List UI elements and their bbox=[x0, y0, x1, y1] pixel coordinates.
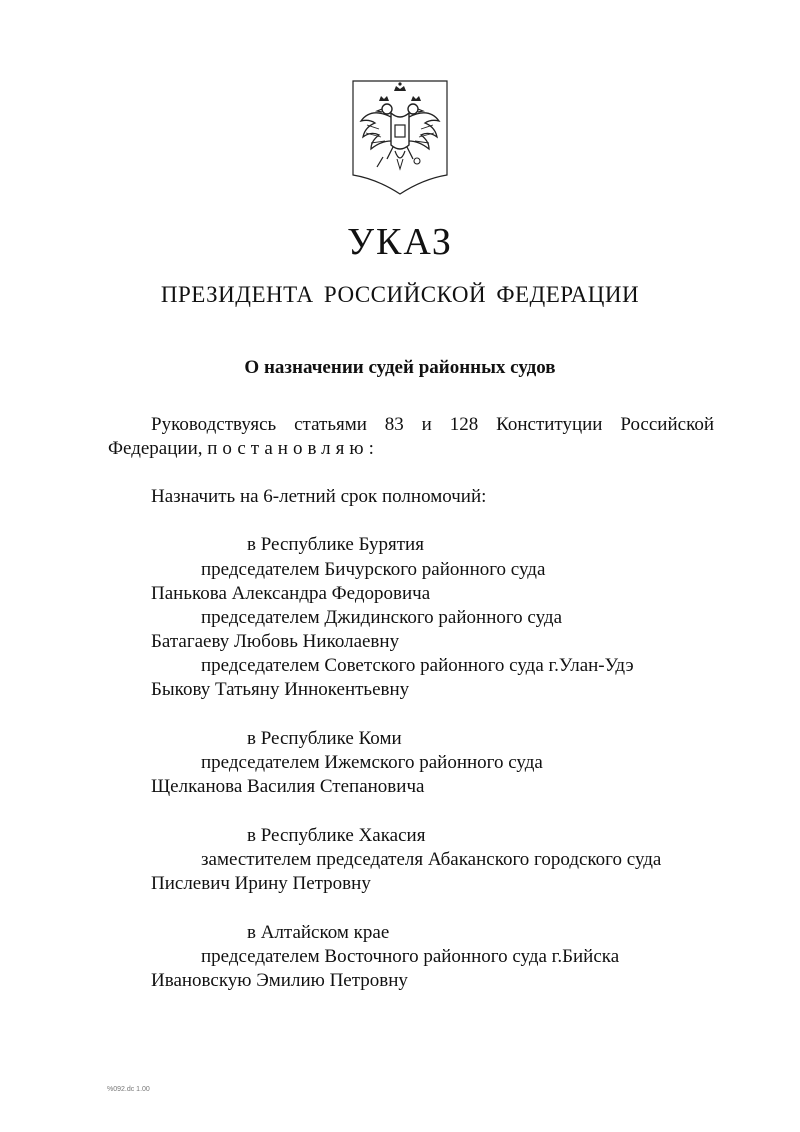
preamble-decree-word: постановляю: bbox=[207, 438, 379, 459]
document-code: %092.dc 1.00 bbox=[107, 1086, 150, 1093]
appointee-name: Щелканова Василия Степановича bbox=[151, 776, 425, 797]
region-heading: в Республике Хакасия bbox=[247, 825, 426, 846]
decree-heading: О назначении судей районных судов bbox=[244, 357, 556, 378]
appointment-position: председателем Советского районного суда г.Улан-Удэ bbox=[201, 655, 634, 676]
appointment-position: заместителем председателя Абаканского городского суда bbox=[201, 849, 662, 870]
state-emblem bbox=[351, 79, 449, 195]
appointment-position: председателем Ижемского районного суда bbox=[201, 752, 543, 773]
region-heading: в Республике Коми bbox=[247, 728, 402, 749]
appointment-position: председателем Бичурского районного суда bbox=[201, 559, 546, 580]
appointment-position: председателем Джидинского районного суда bbox=[201, 607, 563, 628]
region-heading: в Республике Бурятия bbox=[247, 534, 424, 555]
appointee-name: Пислевич Ирину Петровну bbox=[151, 873, 371, 894]
appointee-name: Панькова Александра Федоровича bbox=[151, 583, 431, 604]
preamble-line-1: Руководствуясь статьями 83 и 128 Конституции Российской bbox=[151, 414, 714, 435]
appointee-name: Быкову Татьяну Иннокентьевну bbox=[151, 679, 410, 700]
appointee-name: Батагаеву Любовь Николаевну bbox=[151, 631, 400, 652]
preamble-line-2-start: Федерации, bbox=[108, 438, 208, 459]
double-headed-eagle-icon bbox=[351, 79, 449, 195]
document-subtitle: ПРЕЗИДЕНТА РОССИЙСКОЙ ФЕДЕРАЦИИ bbox=[160, 282, 640, 307]
document-title: УКАЗ bbox=[347, 221, 453, 263]
preamble-line-2 bbox=[108, 437, 379, 461]
appointment-intro: Назначить на 6-летний срок полномочий: bbox=[151, 486, 487, 507]
appointment-position: председателем Восточного районного суда г.Бийска bbox=[201, 946, 620, 967]
region-heading: в Алтайском крае bbox=[247, 922, 390, 943]
appointee-name: Ивановскую Эмилию Петровну bbox=[151, 970, 408, 991]
